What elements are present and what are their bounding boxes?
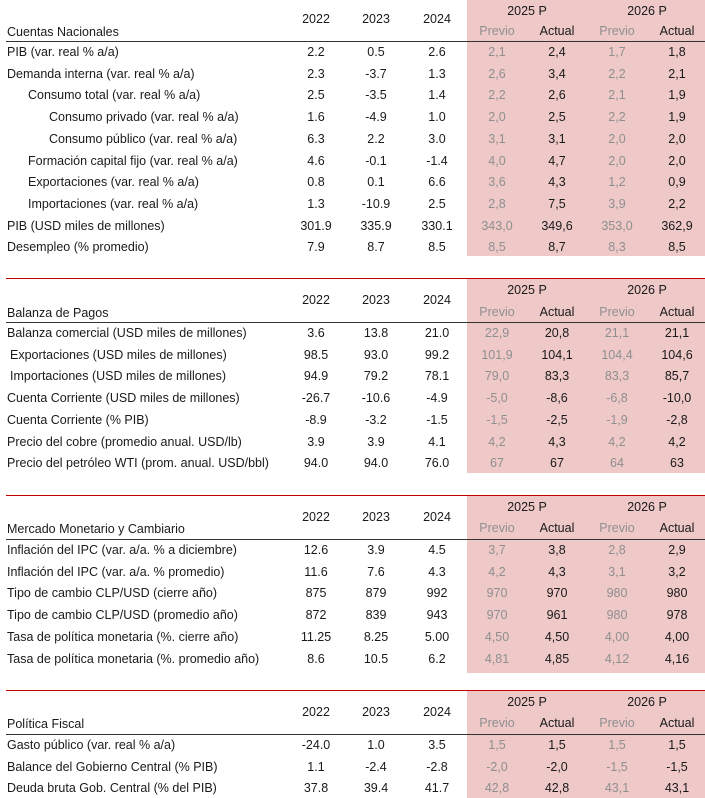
row-value: 3.5 (428, 738, 446, 752)
row-value: 3,9 (608, 197, 626, 211)
actual-header: Actual (659, 521, 695, 535)
row-value: 2,0 (668, 154, 686, 168)
row-value: 2.2 (307, 45, 325, 59)
section-divider (6, 278, 705, 279)
row-value: 39.4 (363, 781, 389, 795)
row-value: 42,8 (544, 781, 570, 795)
row-value: -8,6 (546, 391, 568, 405)
previo-header: Previo (599, 521, 635, 535)
row-value: 2,0 (608, 154, 626, 168)
row-value: 4,81 (484, 652, 510, 666)
previo-header: Previo (599, 305, 635, 319)
header-rule (6, 539, 705, 540)
section-title: Balanza de Pagos (7, 306, 109, 320)
row-value: 1,7 (608, 45, 626, 59)
row-value: 1.0 (367, 738, 385, 752)
row-value: 0.5 (367, 45, 385, 59)
row-value: 343,0 (481, 219, 513, 233)
row-value: 3,4 (548, 67, 566, 81)
row-value: 980 (606, 586, 628, 600)
row-value: 11.25 (300, 630, 332, 644)
row-value: 85,7 (664, 369, 690, 383)
actual-header: Actual (539, 305, 575, 319)
row-value: -2.8 (426, 760, 448, 774)
row-value: 349,6 (541, 219, 573, 233)
row-value: -3.7 (365, 67, 387, 81)
year-header: 2023 (362, 293, 390, 307)
year-header: 2023 (362, 510, 390, 524)
row-value: 3,7 (488, 543, 506, 557)
row-label: Gasto público (var. real % a/a) (7, 738, 176, 752)
row-value: 2.5 (428, 197, 446, 211)
year-header: 2022 (302, 705, 330, 719)
period-header: 2025 P (507, 500, 547, 514)
row-value: 4.6 (307, 154, 325, 168)
row-value: 3.6 (307, 326, 325, 340)
row-value: 2,2 (608, 110, 626, 124)
row-value: 980 (606, 608, 628, 622)
row-value: 7.6 (367, 565, 385, 579)
row-value: -4.9 (365, 110, 387, 124)
row-label: Inflación del IPC (var. a/a. % a diciembre) (7, 543, 237, 557)
section-title: Política Fiscal (7, 717, 85, 731)
row-value: 980 (666, 586, 688, 600)
row-value: 6.6 (428, 175, 446, 189)
previo-header: Previo (479, 305, 515, 319)
period-header: 2025 P (507, 695, 547, 709)
row-value: 78.1 (424, 369, 450, 383)
row-label: Demanda interna (var. real % a/a) (7, 67, 195, 81)
previo-header: Previo (479, 24, 515, 38)
row-value: 4,2 (488, 565, 506, 579)
row-value: 879 (365, 586, 387, 600)
previo-header: Previo (599, 716, 635, 730)
row-value: 2,9 (668, 543, 686, 557)
row-value: 104,4 (601, 348, 633, 362)
row-value: 6.3 (307, 132, 325, 146)
row-value: 104,1 (541, 348, 573, 362)
row-value: 0.8 (307, 175, 325, 189)
row-value: 63 (670, 456, 684, 470)
row-value: 4.5 (428, 543, 446, 557)
row-value: 20,8 (544, 326, 570, 340)
row-value: 1.4 (428, 88, 446, 102)
row-value: 3,1 (488, 132, 506, 146)
row-value: 978 (666, 608, 688, 622)
row-value: 1.3 (307, 197, 325, 211)
row-value: 1,8 (668, 45, 686, 59)
row-value: -1.5 (426, 413, 448, 427)
row-value: 12.6 (303, 543, 329, 557)
row-value: 93.0 (363, 348, 389, 362)
row-value: 79.2 (363, 369, 389, 383)
row-value: 83,3 (604, 369, 630, 383)
row-value: 4,2 (668, 435, 686, 449)
section-divider (6, 690, 705, 691)
row-value: -1,9 (606, 413, 628, 427)
row-value: 4,50 (484, 630, 510, 644)
row-value: 2.2 (367, 132, 385, 146)
row-value: 970 (486, 608, 508, 622)
row-value: 1,5 (488, 738, 506, 752)
row-value: -3.5 (365, 88, 387, 102)
row-value: 970 (546, 586, 568, 600)
row-value: 76.0 (424, 456, 450, 470)
row-value: 7.9 (307, 240, 325, 254)
row-value: 362,9 (661, 219, 693, 233)
row-label: Tasa de política monetaria (%. cierre año) (7, 630, 239, 644)
row-value: -0.1 (365, 154, 387, 168)
previo-header: Previo (599, 24, 635, 38)
row-value: -2,0 (486, 760, 508, 774)
row-value: -3.2 (365, 413, 387, 427)
year-header: 2024 (423, 705, 451, 719)
year-header: 2024 (423, 12, 451, 26)
row-value: 94.0 (303, 456, 329, 470)
year-header: 2022 (302, 293, 330, 307)
row-label: Cuenta Corriente (% PIB) (7, 413, 149, 427)
row-value: 2.5 (307, 88, 325, 102)
row-value: 1.6 (307, 110, 325, 124)
row-value: 970 (486, 586, 508, 600)
row-value: 94.9 (303, 369, 329, 383)
row-value: 1.0 (428, 110, 446, 124)
row-value: 8.5 (428, 240, 446, 254)
row-value: -2,5 (546, 413, 568, 427)
row-value: -1,5 (606, 760, 628, 774)
row-value: 2.3 (307, 67, 325, 81)
forecast-shade (467, 0, 705, 256)
row-value: -10.6 (361, 391, 391, 405)
row-value: -10.9 (361, 197, 391, 211)
period-header: 2025 P (507, 283, 547, 297)
row-value: 2,2 (488, 88, 506, 102)
row-value: 2,1 (668, 67, 686, 81)
row-value: 8.7 (367, 240, 385, 254)
actual-header: Actual (659, 305, 695, 319)
year-header: 2023 (362, 12, 390, 26)
row-value: 0,9 (668, 175, 686, 189)
row-value: 3.9 (367, 543, 385, 557)
row-value: 79,0 (484, 369, 510, 383)
row-value: 353,0 (601, 219, 633, 233)
row-label: Cuenta Corriente (USD miles de millones) (7, 391, 240, 405)
actual-header: Actual (539, 716, 575, 730)
row-value: 4.3 (428, 565, 446, 579)
row-label: Consumo privado (var. real % a/a) (49, 110, 239, 124)
row-value: -1,5 (486, 413, 508, 427)
row-value: -1,5 (666, 760, 688, 774)
row-value: 2,0 (488, 110, 506, 124)
section-title: Mercado Monetario y Cambiario (7, 522, 185, 536)
period-header: 2026 P (627, 695, 667, 709)
row-value: -1.4 (426, 154, 448, 168)
row-value: 7,5 (548, 197, 566, 211)
row-value: -2,8 (666, 413, 688, 427)
row-value: 21,1 (604, 326, 630, 340)
row-label: Tipo de cambio CLP/USD (promedio año) (7, 608, 238, 622)
row-value: 42,8 (484, 781, 510, 795)
previo-header: Previo (479, 521, 515, 535)
row-label: Inflación del IPC (var. a/a. % promedio) (7, 565, 225, 579)
row-value: 1,5 (548, 738, 566, 752)
period-header: 2025 P (507, 4, 547, 18)
row-label: Tipo de cambio CLP/USD (cierre año) (7, 586, 218, 600)
row-value: 41.7 (424, 781, 450, 795)
row-label: Deuda bruta Gob. Central (% del PIB) (7, 781, 217, 795)
row-value: 3.9 (307, 435, 325, 449)
row-value: 0.1 (367, 175, 385, 189)
row-label: Formación capital fijo (var. real % a/a) (28, 154, 238, 168)
row-value: 2,0 (668, 132, 686, 146)
row-value: 83,3 (544, 369, 570, 383)
row-value: 2,4 (548, 45, 566, 59)
row-value: 11.6 (304, 565, 328, 579)
row-value: -4.9 (426, 391, 448, 405)
row-value: 4,00 (604, 630, 630, 644)
row-value: 8,7 (548, 240, 566, 254)
row-value: -2.4 (365, 760, 387, 774)
row-value: -8.9 (305, 413, 327, 427)
row-value: -2,0 (546, 760, 568, 774)
row-value: 1,5 (608, 738, 626, 752)
row-value: -26.7 (301, 391, 331, 405)
row-value: 1.3 (428, 67, 446, 81)
row-value: 2,6 (548, 88, 566, 102)
row-label: Consumo total (var. real % a/a) (28, 88, 201, 102)
section-divider (6, 495, 705, 496)
row-value: 10.5 (363, 652, 389, 666)
row-value: 992 (426, 586, 448, 600)
row-value: 22,9 (484, 326, 510, 340)
row-label: Precio del cobre (promedio anual. USD/lb) (7, 435, 242, 449)
row-value: 43,1 (604, 781, 630, 795)
row-label: Consumo público (var. real % a/a) (49, 132, 238, 146)
row-value: 1,5 (668, 738, 686, 752)
actual-header: Actual (659, 24, 695, 38)
row-value: 4,2 (488, 435, 506, 449)
row-value: 3,6 (488, 175, 506, 189)
header-rule (6, 41, 705, 42)
row-value: 872 (305, 608, 327, 622)
row-value: 98.5 (303, 348, 329, 362)
row-value: 3,1 (608, 565, 626, 579)
row-value: 4,12 (604, 652, 630, 666)
period-header: 2026 P (627, 500, 667, 514)
row-value: 2,8 (488, 197, 506, 211)
row-value: 8,5 (488, 240, 506, 254)
row-value: 13.8 (363, 326, 389, 340)
year-header: 2024 (423, 510, 451, 524)
section-title: Cuentas Nacionales (7, 25, 119, 39)
row-value: 335.9 (360, 219, 392, 233)
row-value: -6,8 (606, 391, 628, 405)
row-value: 961 (546, 608, 568, 622)
row-value: 943 (426, 608, 448, 622)
row-label: Exportaciones (var. real % a/a) (28, 175, 199, 189)
row-value: 4,3 (548, 565, 566, 579)
row-value: 3.9 (367, 435, 385, 449)
row-value: 4,2 (608, 435, 626, 449)
row-value: -5,0 (486, 391, 508, 405)
row-value: 2,1 (488, 45, 506, 59)
row-value: -10,0 (662, 391, 692, 405)
row-value: 43,1 (664, 781, 690, 795)
row-value: 37.8 (303, 781, 329, 795)
row-value: 21.0 (424, 326, 450, 340)
row-label: PIB (var. real % a/a) (7, 45, 119, 59)
row-value: 1,9 (668, 88, 686, 102)
row-value: 99.2 (424, 348, 450, 362)
row-value: 1,2 (608, 175, 626, 189)
row-label: Importaciones (var. real % a/a) (28, 197, 199, 211)
row-value: 4,3 (548, 435, 566, 449)
year-header: 2022 (302, 12, 330, 26)
row-value: 4,85 (544, 652, 570, 666)
row-value: 4,16 (664, 652, 690, 666)
row-value: 4,00 (664, 630, 690, 644)
row-value: 4,3 (548, 175, 566, 189)
period-header: 2026 P (627, 4, 667, 18)
row-value: 8.6 (307, 652, 325, 666)
row-value: 2,0 (608, 132, 626, 146)
row-label: PIB (USD miles de millones) (7, 219, 165, 233)
header-rule (6, 322, 705, 323)
row-value: 839 (365, 608, 387, 622)
row-value: 1,9 (668, 110, 686, 124)
row-value: 2,2 (668, 197, 686, 211)
row-value: 4.1 (428, 435, 446, 449)
row-value: 6.2 (428, 652, 446, 666)
row-label: Importaciones (USD miles de millones) (10, 369, 227, 383)
row-value: 104,6 (661, 348, 693, 362)
row-value: 4,7 (548, 154, 566, 168)
row-value: 8,3 (608, 240, 626, 254)
row-value: 4,50 (544, 630, 570, 644)
row-value: 1.1 (307, 760, 325, 774)
row-value: -24.0 (301, 738, 331, 752)
year-header: 2023 (362, 705, 390, 719)
actual-header: Actual (539, 521, 575, 535)
row-value: 8.25 (363, 630, 389, 644)
row-value: 101,9 (481, 348, 513, 362)
header-rule (6, 734, 705, 735)
row-value: 330.1 (421, 219, 453, 233)
row-value: 875 (305, 586, 327, 600)
row-label: Tasa de política monetaria (%. promedio año) (7, 652, 260, 666)
row-label: Exportaciones (USD miles de millones) (10, 348, 227, 362)
row-value: 2,2 (608, 67, 626, 81)
year-header: 2022 (302, 510, 330, 524)
row-value: 21,1 (664, 326, 690, 340)
row-value: 2,6 (488, 67, 506, 81)
row-label: Balance del Gobierno Central (% PIB) (7, 760, 218, 774)
row-value: 2,1 (608, 88, 626, 102)
row-label: Precio del petróleo WTI (prom. anual. USD/bbl) (7, 456, 269, 470)
row-value: 5.00 (424, 630, 450, 644)
row-value: 94.0 (363, 456, 389, 470)
row-value: 64 (610, 456, 624, 470)
actual-header: Actual (539, 24, 575, 38)
previo-header: Previo (479, 716, 515, 730)
period-header: 2026 P (627, 283, 667, 297)
row-value: 2.6 (428, 45, 446, 59)
actual-header: Actual (659, 716, 695, 730)
row-value: 3.0 (428, 132, 446, 146)
row-label: Balanza comercial (USD miles de millones) (7, 326, 247, 340)
row-label: Desempleo (% promedio) (7, 240, 149, 254)
row-value: 3,1 (548, 132, 566, 146)
row-value: 301.9 (300, 219, 332, 233)
row-value: 4,0 (488, 154, 506, 168)
row-value: 2,5 (548, 110, 566, 124)
row-value: 67 (490, 456, 504, 470)
row-value: 2,8 (608, 543, 626, 557)
row-value: 8,5 (668, 240, 686, 254)
row-value: 3,8 (548, 543, 566, 557)
row-value: 67 (550, 456, 564, 470)
year-header: 2024 (423, 293, 451, 307)
row-value: 3,2 (668, 565, 686, 579)
